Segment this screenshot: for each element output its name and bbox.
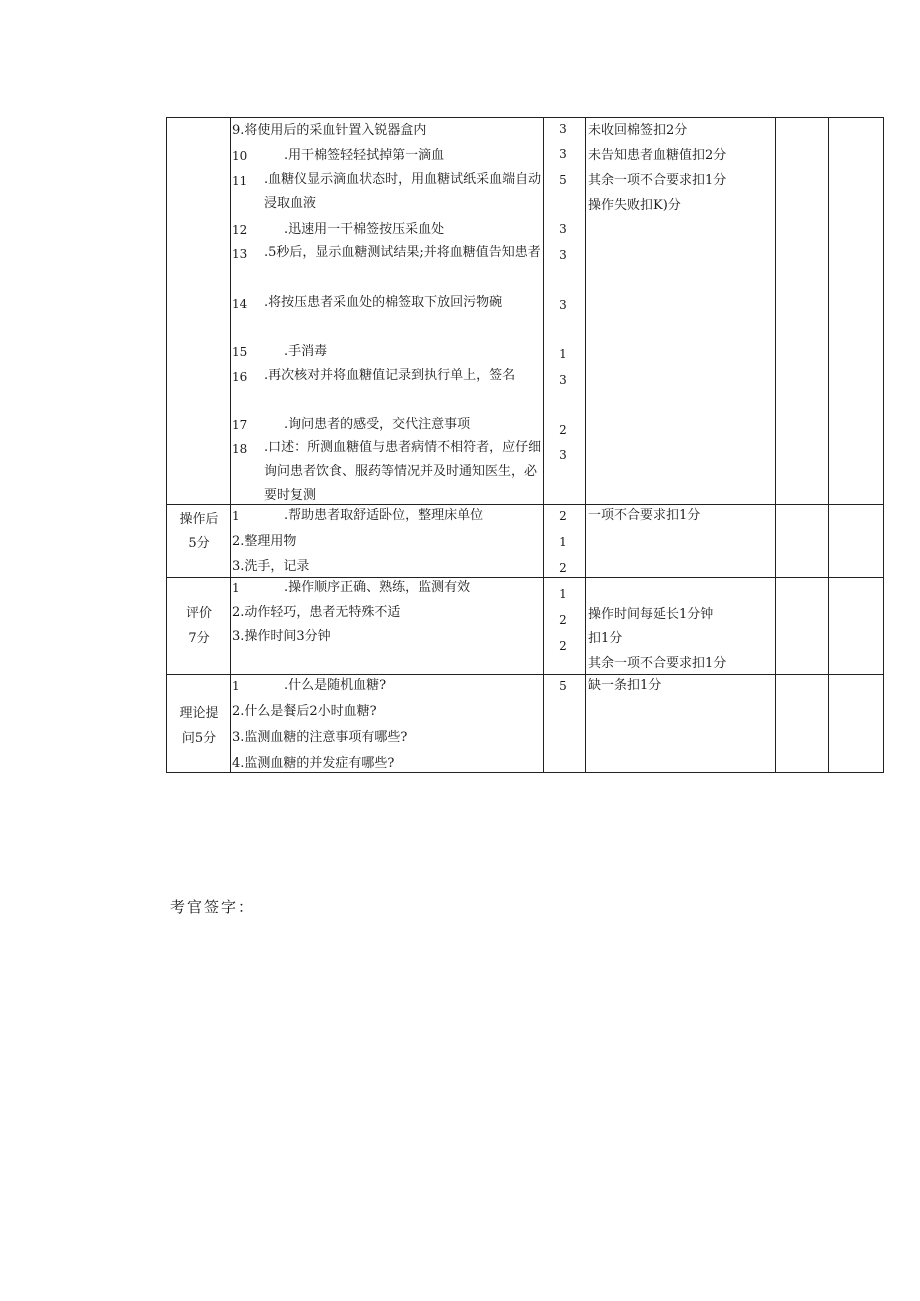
column-divider [883,117,884,773]
evaluation-item-1: .操作顺序正确、熟练，监测有效 [284,580,471,595]
item-number: 1 [232,581,240,595]
step-18: .口述：所测血糖值与患者病情不相符者，应仔细询问患者饮食、服药等情况并及时通知医生，必要时复测 [264,440,542,503]
step-number: 16 [232,370,248,384]
score-value: 3 [559,147,567,161]
deduction-rule: 未告知患者血糖值扣2分 [588,148,727,163]
examiner-signature-label: 考官签字： [170,898,256,916]
category-evaluation-title: 评价 [185,606,212,621]
theory-question-1: .什么是随机血糖? [284,678,387,693]
step-number: 12 [232,223,248,237]
score-value: 5 [559,173,567,187]
step-16: .再次核对并将血糖值记录到执行单上，签名 [264,368,516,383]
row-divider [166,674,884,675]
step-number: 11 [232,174,248,188]
score-value: 2 [559,639,567,653]
after-item-1: .帮助患者取舒适卧位，整理床单位 [284,508,484,523]
step-10: .用干棉签轻轻拭掉第一滴血 [284,148,445,163]
deduction-rule: 操作时间每延长1分钟 [588,607,714,622]
category-after-points: 5分 [188,536,210,551]
score-value: 3 [559,298,567,312]
score-value: 2 [559,423,567,437]
category-theory-title: 理论提 [179,706,219,721]
score-value: 1 [559,535,567,549]
score-value: 2 [559,561,567,575]
table-border-top [166,117,884,118]
row-divider [166,577,884,578]
score-value: 3 [559,122,567,136]
step-14: .将按压患者采血处的棉签取下放回污物碗 [264,295,503,310]
deduction-rule: 扣1分 [588,631,623,646]
item-number: 1 [232,509,240,523]
step-number: 10 [232,149,248,163]
after-item-2: 2.整理用物 [232,534,297,549]
evaluation-item-3: 3.操作时间3分钟 [232,629,331,644]
score-value: 3 [559,222,567,236]
score-value: 1 [559,587,567,601]
score-value: 2 [559,613,567,627]
column-divider [828,117,829,773]
step-number: 17 [232,418,248,432]
table-border-bottom [166,772,884,773]
deduction-rule: 一项不合要求扣1分 [588,508,701,523]
score-value: 1 [559,347,567,361]
step-17: .询问患者的感受，交代注意事项 [284,417,471,432]
step-15: .手消毒 [284,344,328,359]
deduction-rule: 操作失败扣K)分 [588,198,681,213]
score-value: 3 [559,373,567,387]
category-after-title: 操作后 [179,512,219,527]
step-13: .5秒后，显示血糖测试结果;并将血糖值告知患者 [264,245,541,260]
deduction-rule: 其余一项不合要求扣1分 [588,656,727,671]
category-evaluation-points: 7分 [188,631,210,646]
item-number: 1 [232,679,240,693]
step-number: 13 [232,247,248,261]
score-value: 5 [559,679,567,693]
deduction-rule: 缺一条扣1分 [588,678,662,693]
step-number: 18 [232,442,248,456]
column-divider [585,117,586,773]
score-value: 2 [559,509,567,523]
column-divider [230,117,231,773]
category-theory-points: 问5分 [181,731,217,746]
step-9: 9.将使用后的采血针置入锐器盒内 [232,123,427,138]
column-divider [775,117,776,773]
step-number: 14 [232,297,248,311]
theory-question-4: 4.监测血糖的并发症有哪些? [232,756,395,771]
step-11: .血糖仪显示滴血状态时，用血糖试纸采血端自动浸取血液 [264,172,542,211]
score-value: 3 [559,448,567,462]
theory-question-2: 2.什么是餐后2小时血糖? [232,704,377,719]
step-12: .迅速用一干棉签按压采血处 [284,222,445,237]
after-item-3: 3.洗手，记录 [232,559,310,574]
score-value: 3 [559,248,567,262]
deduction-rule: 其余一项不合要求扣1分 [588,173,727,188]
evaluation-item-2: 2.动作轻巧，患者无特殊不适 [232,605,401,620]
deduction-rule: 未收回棉签扣2分 [588,123,688,138]
theory-question-3: 3.监测血糖的注意事项有哪些? [232,730,408,745]
step-number: 15 [232,345,248,359]
column-divider [166,117,167,773]
